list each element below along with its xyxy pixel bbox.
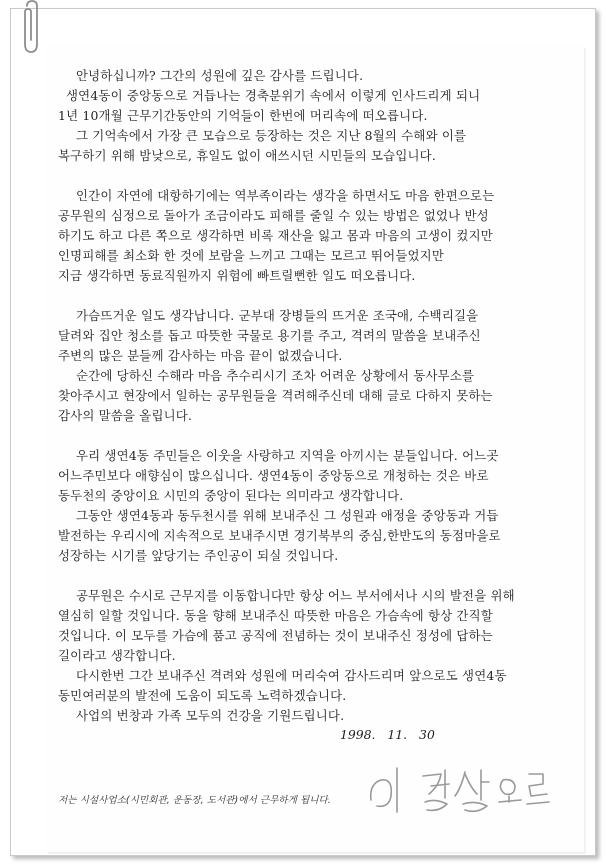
paragraph-gratitude — [58, 306, 568, 426]
footnote: 저는 시설사업소(시민회관, 운동장, 도서관)에서 근무하게 됩니다. — [58, 795, 331, 806]
text-line: 지금 생각하면 동료직원까지 위험에 빠트릴뻔한 일도 떠오릅니다. — [58, 268, 416, 283]
text-line: 동민여러분의 발전에 도움이 되도록 노력하겠습니다. — [58, 688, 347, 703]
text-line: 길이라고 생각합니다. — [58, 648, 176, 663]
text-line: 그동안 생연4동과 동두천시를 위해 보내주신 그 성원과 애정을 중앙동과 거듭 — [76, 508, 499, 523]
text-line: 발전하는 우리시에 지속적으로 보내주시면 경기북부의 중심,한반도의 동점마을로 — [58, 528, 501, 543]
text-line: 우리 생연4동 주민들은 이웃을 사랑하고 지역을 아끼시는 분들입니다. 어느곳 — [76, 448, 499, 463]
letter-date: 1998. 11. 30 — [340, 727, 435, 742]
text-line: 것입니다. 이 모두를 가슴에 품고 공직에 전념하는 것이 보내주신 정성에 답하는 — [58, 628, 493, 643]
paragraph-residents — [58, 446, 568, 566]
handwritten-signature — [365, 760, 555, 820]
text-line: 성장하는 시기를 앞당기는 주인공이 되실 것입니다. — [58, 548, 339, 563]
text-line: 달려와 집안 청소를 돕고 따뜻한 국물로 용기를 주고, 격려의 말씀을 보내주신 — [58, 328, 481, 343]
text-line: 순간에 당하신 수해라 마음 추수리시기 조차 어려운 상황에서 동사무소를 — [76, 368, 475, 383]
text-line: 동두천의 중앙이요 시민의 중앙이 된다는 의미라고 생각합니다. — [58, 488, 404, 503]
text-line: 열심히 일할 것입니다. 동을 향해 보내주신 따뜻한 마음은 가슴속에 항상 간직할 — [58, 608, 493, 623]
text-line: 주변의 많은 분들께 감사하는 마음 끝이 없겠습니다. — [58, 348, 343, 363]
text-line: 공무원은 수시로 근무지를 이동합니다만 항상 어느 부서에서나 시의 발전을 위해 — [76, 588, 515, 603]
text-line: 가슴뜨거운 일도 생각납니다. 군부대 장병들의 뜨거운 조국애, 수백리길을 — [76, 308, 479, 323]
text-line: 어느주민보다 애향심이 많으십니다. 생연4동이 중앙동으로 개청하는 것은 바로 — [58, 468, 489, 483]
paperclip-icon — [18, 0, 44, 58]
paragraph-flood-reflection — [58, 186, 568, 286]
text-line: 하기도 하고 다른 쪽으로 생각하면 비록 재산을 잃고 몸과 마음의 고생이 컸지만 — [58, 228, 493, 243]
text-line: 공무원의 심정으로 돌아가 조금이라도 피해를 줄일 수 있는 방법은 없었나 반성 — [58, 208, 489, 223]
text-line: 1년 10개월 근무기간동안의 기억들이 한번에 머리속에 떠오릅니다. — [58, 108, 428, 123]
paragraph-greeting — [58, 66, 568, 166]
paragraph-closing — [58, 586, 568, 726]
text-line: 생연4동이 중앙동으로 거듭나는 경축분위기 속에서 이렇게 인사드리게 되니 — [66, 88, 481, 103]
text-line: 인간이 자연에 대항하기에는 역부족이라는 생각을 하면서도 마음 한편으로는 — [76, 188, 495, 203]
text-line: 다시한번 그간 보내주신 격려와 성원에 머리숙여 감사드리며 앞으로도 생연4동 — [76, 668, 507, 683]
text-line: 그 기억속에서 가장 큰 모습으로 등장하는 것은 지난 8월의 수해와 이를 — [76, 128, 467, 143]
text-line: 복구하기 위해 밤낮으로, 휴일도 없이 애쓰시던 시민들의 모습입니다. — [58, 148, 436, 163]
text-line: 사업의 번창과 가족 모두의 건강을 기원드립니다. — [76, 708, 345, 723]
text-line: 찾아주시고 현장에서 일하는 공무원들을 격려해주신데 대해 글로 다하지 못하는 — [58, 388, 493, 403]
text-line: 감사의 말씀을 올립니다. — [58, 408, 193, 423]
text-line: 인명피해를 최소화 한 것에 보람을 느끼고 그때는 모르고 뛰어들었지만 — [58, 248, 445, 263]
text-line: 안녕하십니까? 그간의 성원에 깊은 감사를 드립니다. — [76, 68, 364, 83]
